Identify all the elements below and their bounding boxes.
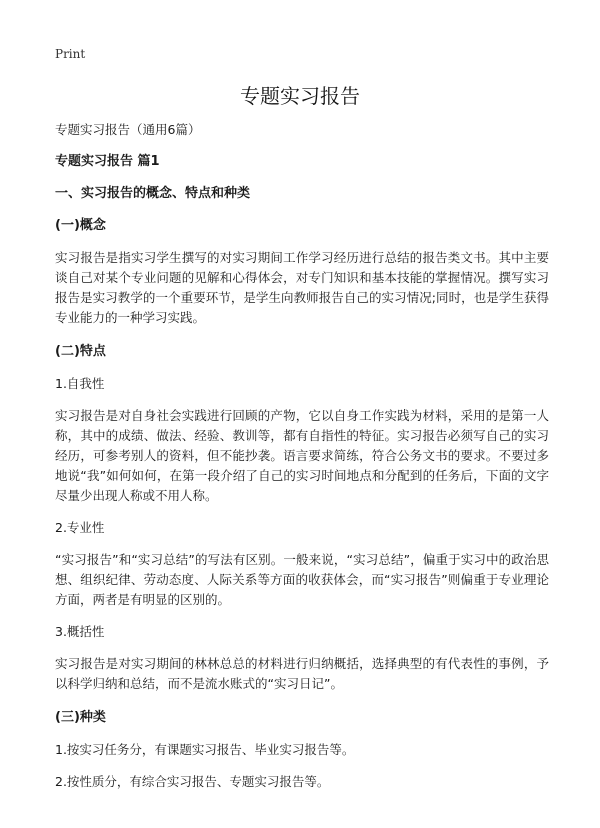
- feature-3-title: 3.概括性: [55, 624, 105, 639]
- concept-heading: (一)概念: [55, 218, 106, 233]
- document-subtitle: 专题实习报告（通用6篇）: [55, 122, 201, 137]
- print-label: Print: [55, 47, 86, 61]
- type-2-item: 2.按性质分，有综合实习报告、专题实习报告等。: [55, 774, 330, 789]
- document-title: 专题实习报告: [240, 84, 360, 108]
- feature-1-title: 1.自我性: [55, 376, 105, 391]
- feature-2-paragraph: “实习报告”和“实习总结”的写法有区别。一般来说，“实习总结”，偏重于实习中的政治思想、组织纪律、劳动态度、人际关系等方面的收获体会，而“实习报告”则偏重于专业理论方面，两者是有明显的区别的。: [55, 552, 549, 607]
- feature-2-title: 2.专业性: [55, 520, 105, 535]
- document-body: [55, 120, 549, 792]
- feature-1-paragraph: 实习报告是对自身社会实践进行回顾的产物，它以自身工作实践为材料，采用的是第一人称，其中的成绩、做法、经验、教训等，都有自指性的特征。实习报告必须写自己的实习经历，可参考别人的资料，但不能抄袭。语言要求简练，符合公务文书的要求。不要过多地说“我”如何如何，在第一段介绍了自己的实习时间地点和分配到的任务后，下面的文字尽量少出现人称或不用人称。: [55, 408, 549, 503]
- type-1-item: 1.按实习任务分，有课题实习报告、毕业实习报告等。: [55, 742, 355, 757]
- section-heading: 一、实习报告的概念、特点和种类: [55, 186, 251, 201]
- types-heading: (三)种类: [55, 710, 106, 725]
- feature-3-paragraph: 实习报告是对实习期间的林林总总的材料进行归纳概括，选择典型的有代表性的事例，予以科学归纳和总结，而不是流水账式的“实习日记”。: [55, 656, 549, 691]
- concept-paragraph: 实习报告是指实习学生撰写的对实习期间工作学习经历进行总结的报告类文书。其中主要谈自己对某个专业问题的见解和心得体会，对专门知识和基本技能的掌握情况。撰写实习报告是实习教学的一个重要环节，是学生向教师报告自己的实习情况;同时，也是学生获得专业能力的一种学习实践。: [55, 250, 549, 325]
- part-heading: 专题实习报告 篇1: [55, 154, 160, 169]
- features-heading: (二)特点: [55, 344, 106, 359]
